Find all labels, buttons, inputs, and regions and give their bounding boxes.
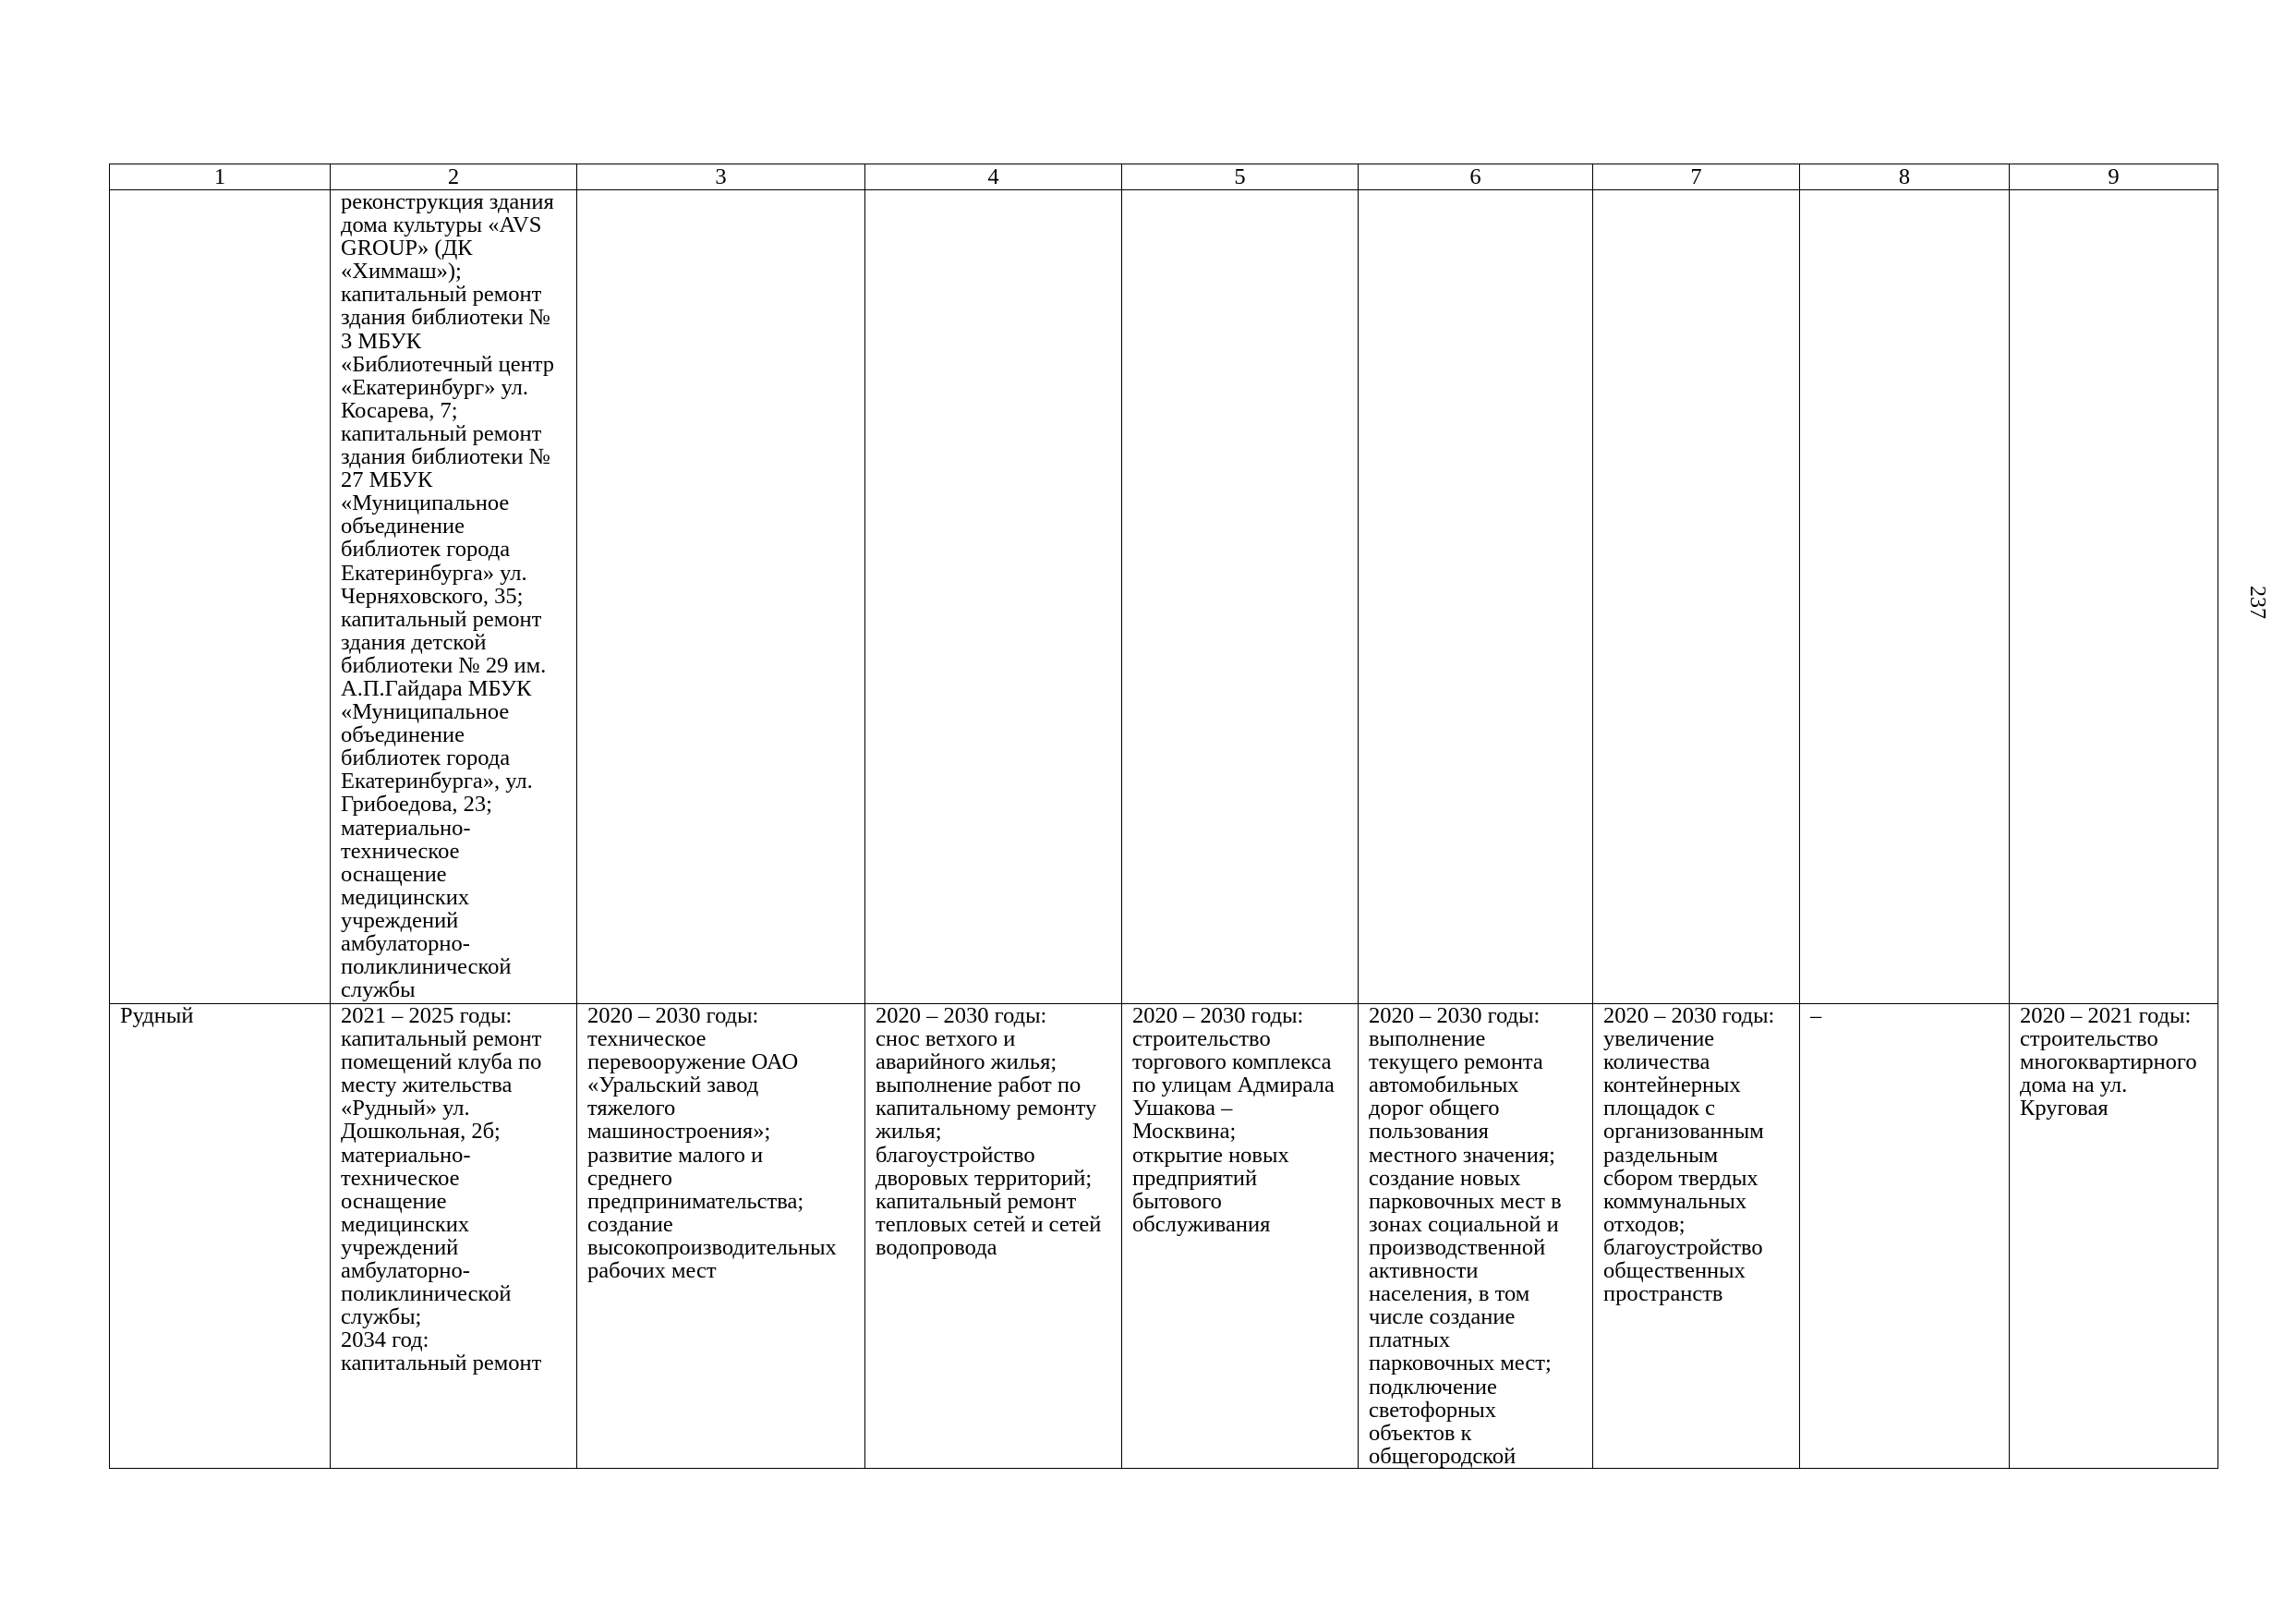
table-cell: 2020 – 2021 годы: строительство многоквартирного дома на ул. Круговая	[2010, 1004, 2218, 1469]
table-cell: 2020 – 2030 годы: снос ветхого и аварийного жилья; выполнение работ по капитальному ремонту жилья; благоустройство дворовых территорий; капитальный ремонт тепловых сетей и сетей водопровода	[865, 1004, 1122, 1469]
table-cell: 2020 – 2030 годы: увеличение количества контейнерных площадок с организованным раздельным сбором твердых коммунальных отходов; благоустройство общественных пространств	[1593, 1004, 1800, 1469]
page-number: 237	[2245, 586, 2269, 619]
table-row	[110, 1004, 2218, 1469]
table-cell	[110, 190, 331, 1004]
table-cell	[1359, 190, 1593, 1004]
data-table	[109, 164, 2218, 1469]
table-cell: 2020 – 2030 годы: выполнение текущего ремонта автомобильных дорог общего пользования местного значения; создание новых парковочных мест в зонах социальной и производственной активности населения, в том числе создание платных парковочных мест; подключение светофорных объектов к общегородской	[1359, 1004, 1593, 1469]
column-number: 8	[1800, 164, 2010, 190]
column-number: 4	[865, 164, 1122, 190]
table-header-row	[110, 164, 2218, 190]
table-cell	[865, 190, 1122, 1004]
column-number: 3	[577, 164, 865, 190]
table-cell: 2021 – 2025 годы: капитальный ремонт помещений клуба по месту жительства «Рудный» ул. Дошкольная, 2б; материально- техническое оснащение медицинских учреждений амбулаторно- поликлинической службы; 2034 год: капитальный ремонт	[331, 1004, 577, 1469]
table-cell: реконструкция здания дома культуры «AVS GROUP» (ДК «Химмаш»); капитальный ремонт здания библиотеки № 3 МБУК «Библиотечный центр «Екатеринбург» ул. Косарева, 7; капитальный ремонт здания библиотеки № 27 МБУК «Муниципальное объединение библиотек города Екатеринбурга» ул. Черняховского, 35; капитальный ремонт здания детской библиотеки № 29 им. А.П.Гайдара МБУК «Муниципальное объединение библиотек города Екатеринбурга», ул. Грибоедова, 23; материально- техническое оснащение медицинских учреждений амбулаторно- поликлинической службы	[331, 190, 577, 1004]
column-number: 1	[110, 164, 331, 190]
table-cell: 2020 – 2030 годы: техническое перевооружение ОАО «Уральский завод тяжелого машиностроения»; развитие малого и среднего предпринимательства; создание высокопроизводительных рабочих мест	[577, 1004, 865, 1469]
table-cell	[577, 190, 865, 1004]
table-cell	[1800, 190, 2010, 1004]
table-cell	[1122, 190, 1359, 1004]
table-cell: 2020 – 2030 годы: строительство торгового комплекса по улицам Адмирала Ушакова – Москвина; открытие новых предприятий бытового обслуживания	[1122, 1004, 1359, 1469]
column-number: 5	[1122, 164, 1359, 190]
column-number: 2	[331, 164, 577, 190]
table-cell	[2010, 190, 2218, 1004]
table-cell	[1593, 190, 1800, 1004]
column-number: 6	[1359, 164, 1593, 190]
column-number: 9	[2010, 164, 2218, 190]
table-cell: –	[1800, 1004, 2010, 1469]
column-number: 7	[1593, 164, 1800, 190]
table-cell: Рудный	[110, 1004, 331, 1469]
table-row	[110, 190, 2218, 1004]
